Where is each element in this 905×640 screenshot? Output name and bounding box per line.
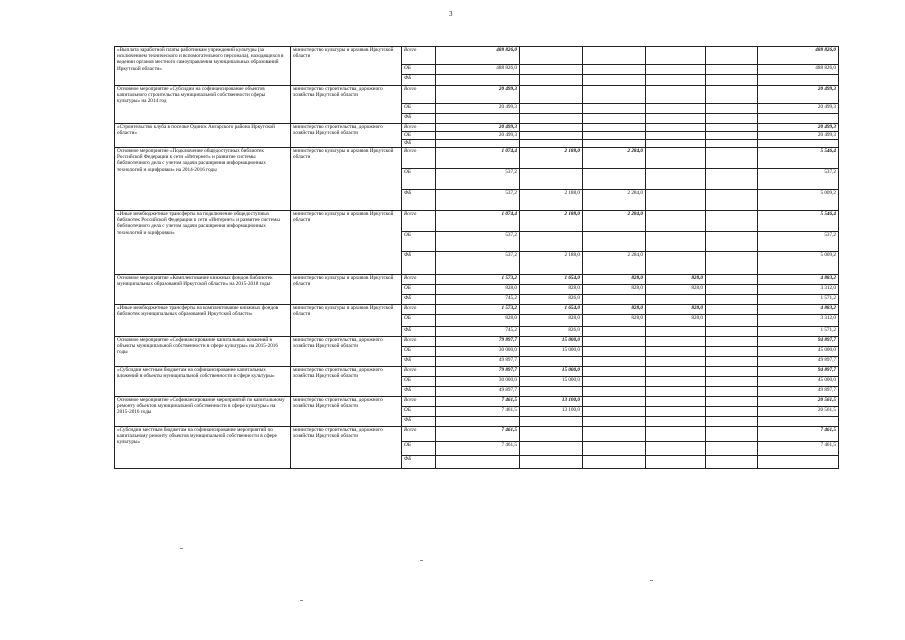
amount-total-cell: 3 312,0 bbox=[758, 315, 839, 327]
executor-name: министерство культуры и архивов Иркутской области bbox=[291, 148, 402, 211]
amount-year-cell: 828,0 bbox=[583, 305, 646, 315]
amount-year-cell bbox=[520, 417, 583, 427]
amount-year-cell bbox=[583, 104, 646, 114]
amount-year-cell bbox=[706, 285, 758, 295]
executor-name: министерство культуры и архивов Иркутской области bbox=[291, 275, 402, 305]
amount-year-cell: 7 461,5 bbox=[436, 442, 520, 456]
amount-year-cell bbox=[520, 232, 583, 252]
amount-year-cell: 2 188,0 bbox=[520, 252, 583, 275]
amount-year-cell bbox=[706, 337, 758, 347]
funding-source: Всего bbox=[402, 427, 436, 442]
amount-total-cell: 49 897,7 bbox=[758, 387, 839, 397]
amount-year-cell bbox=[706, 295, 758, 305]
amount-year-cell bbox=[583, 132, 646, 140]
amount-year-cell bbox=[583, 327, 646, 337]
amount-year-cell bbox=[583, 65, 646, 75]
amount-year-cell: 2 284,0 bbox=[583, 190, 646, 211]
table-row bbox=[115, 148, 839, 169]
amount-year-cell bbox=[646, 347, 706, 357]
amount-total-cell: 20 499,3 bbox=[758, 86, 839, 104]
amount-year-cell bbox=[706, 357, 758, 367]
amount-year-cell bbox=[646, 295, 706, 305]
measure-name: Основное мероприятие «Софинансирование мероприятий по капитальному ремонту объектов муниципальной собственности в сфере культуры» на 2015-2016 годы bbox=[115, 397, 291, 427]
amount-year-cell bbox=[706, 252, 758, 275]
amount-year-cell bbox=[706, 315, 758, 327]
amount-year-cell bbox=[646, 387, 706, 397]
amount-total-cell: 94 897,7 bbox=[758, 337, 839, 347]
amount-year-cell bbox=[520, 124, 583, 132]
amount-year-cell: 2 284,0 bbox=[583, 252, 646, 275]
funding-source: Всего bbox=[402, 47, 436, 65]
funding-source: Всего bbox=[402, 367, 436, 377]
amount-year-cell bbox=[646, 232, 706, 252]
amount-year-cell bbox=[520, 75, 583, 86]
amount-year-cell: 7 461,5 bbox=[436, 397, 520, 407]
amount-year-cell: 1 654,0 bbox=[520, 305, 583, 315]
funding-source: ФБ bbox=[402, 417, 436, 427]
table-row bbox=[115, 305, 839, 315]
funding-source: ОБ bbox=[402, 442, 436, 456]
funding-source: ФБ bbox=[402, 252, 436, 275]
amount-year-cell bbox=[706, 417, 758, 427]
amount-year-cell: 15 000,0 bbox=[520, 367, 583, 377]
funding-source: ОБ bbox=[402, 104, 436, 114]
scan-artifact bbox=[180, 548, 183, 549]
funding-source: ФБ bbox=[402, 114, 436, 124]
amount-year-cell bbox=[583, 47, 646, 65]
amount-total-cell: 1 571,2 bbox=[758, 327, 839, 337]
amount-total-cell: 94 897,7 bbox=[758, 367, 839, 377]
amount-year-cell bbox=[706, 169, 758, 190]
amount-year-cell: 20 499,3 bbox=[436, 132, 520, 140]
executor-name: министерство строительства, дорожного хозяйства Иркутской области bbox=[291, 124, 402, 148]
amount-year-cell: 15 000,0 bbox=[520, 347, 583, 357]
funding-source: ОБ bbox=[402, 132, 436, 140]
measure-name: «Субсидии местным бюджетам на софинансирование капитальных вложений в объекты муниципальной собственности в сфере культуры» bbox=[115, 367, 291, 397]
measure-name: «Иные межбюджетные трансферты на подключение общедоступных библиотек Российской Федерации к сети «Интернет» и развитие системы библиотечного дела с учетом задачи расширения информационных технологий и оцифровки» bbox=[115, 211, 291, 275]
amount-year-cell: 1 573,2 bbox=[436, 305, 520, 315]
amount-total-cell: 7 461,5 bbox=[758, 442, 839, 456]
amount-year-cell bbox=[646, 140, 706, 148]
measure-name: «Выплата заработной платы работникам учреждений культуры (за исключением технического и вспомогательного персонала), находящихся в ведении органов местного самоуправления муниципальных образований Иркутской области» bbox=[115, 47, 291, 86]
amount-year-cell bbox=[646, 427, 706, 442]
amount-year-cell bbox=[706, 75, 758, 86]
funding-source: ОБ bbox=[402, 65, 436, 75]
amount-year-cell bbox=[646, 86, 706, 104]
amount-total-cell bbox=[758, 140, 839, 148]
amount-year-cell bbox=[706, 148, 758, 169]
amount-year-cell bbox=[436, 417, 520, 427]
funding-source: ФБ bbox=[402, 190, 436, 211]
amount-year-cell bbox=[583, 169, 646, 190]
amount-year-cell: 79 897,7 bbox=[436, 337, 520, 347]
amount-year-cell: 1 074,4 bbox=[436, 211, 520, 232]
funding-source: ОБ bbox=[402, 232, 436, 252]
funding-source: Всего bbox=[402, 211, 436, 232]
amount-year-cell: 13 100,0 bbox=[520, 397, 583, 407]
amount-total-cell: 49 897,7 bbox=[758, 357, 839, 367]
amount-year-cell bbox=[646, 327, 706, 337]
amount-total-cell: 20 561,5 bbox=[758, 397, 839, 407]
amount-year-cell bbox=[646, 124, 706, 132]
amount-year-cell bbox=[646, 442, 706, 456]
amount-year-cell: 826,0 bbox=[520, 327, 583, 337]
table-row bbox=[115, 211, 839, 232]
funding-source: ФБ bbox=[402, 140, 436, 148]
executor-name: министерство строительства, дорожного хозяйства Иркутской области bbox=[291, 397, 402, 427]
amount-year-cell bbox=[520, 104, 583, 114]
amount-year-cell: 828,0 bbox=[646, 275, 706, 285]
amount-year-cell bbox=[646, 65, 706, 75]
amount-year-cell bbox=[706, 427, 758, 442]
amount-year-cell bbox=[520, 169, 583, 190]
funding-source: Всего bbox=[402, 305, 436, 315]
funding-source: Всего bbox=[402, 337, 436, 347]
amount-year-cell bbox=[706, 132, 758, 140]
amount-total-cell: 45 000,0 bbox=[758, 347, 839, 357]
measure-name: «Иные межбюджетные трансферты на комплектование книжных фондов библиотек муниципальных образований Иркутской области» bbox=[115, 305, 291, 337]
amount-total-cell: 7 461,5 bbox=[758, 427, 839, 442]
amount-year-cell bbox=[583, 442, 646, 456]
table-row bbox=[115, 337, 839, 347]
amount-year-cell bbox=[646, 190, 706, 211]
measure-name: Основное мероприятие «Комплектование книжных фондов библиотек муниципальных образований Иркутской области» на 2015-2018 годы bbox=[115, 275, 291, 305]
amount-year-cell bbox=[646, 367, 706, 377]
amount-year-cell bbox=[646, 377, 706, 387]
scan-artifact bbox=[650, 580, 653, 581]
amount-year-cell bbox=[583, 377, 646, 387]
amount-year-cell bbox=[583, 114, 646, 124]
amount-year-cell bbox=[583, 387, 646, 397]
table-row bbox=[115, 124, 839, 132]
amount-year-cell: 7 461,5 bbox=[436, 407, 520, 417]
funding-source: Всего bbox=[402, 124, 436, 132]
amount-year-cell bbox=[706, 190, 758, 211]
amount-year-cell: 537,2 bbox=[436, 169, 520, 190]
amount-year-cell: 2 284,0 bbox=[583, 211, 646, 232]
amount-year-cell bbox=[520, 140, 583, 148]
amount-year-cell bbox=[706, 377, 758, 387]
amount-year-cell: 13 100,0 bbox=[520, 407, 583, 417]
table-row bbox=[115, 367, 839, 377]
amount-year-cell bbox=[646, 148, 706, 169]
amount-total-cell: 5 009,2 bbox=[758, 190, 839, 211]
amount-year-cell bbox=[706, 456, 758, 469]
amount-year-cell: 828,0 bbox=[646, 285, 706, 295]
executor-name: министерство строительства, дорожного хозяйства Иркутской области bbox=[291, 337, 402, 367]
executor-name: министерство строительства, дорожного хозяйства Иркутской области bbox=[291, 367, 402, 397]
amount-year-cell bbox=[583, 367, 646, 377]
amount-year-cell bbox=[646, 397, 706, 407]
amount-year-cell bbox=[583, 427, 646, 442]
amount-total-cell: 488 826,0 bbox=[758, 65, 839, 75]
amount-total-cell: 537,2 bbox=[758, 232, 839, 252]
amount-year-cell bbox=[646, 75, 706, 86]
amount-year-cell: 79 897,7 bbox=[436, 367, 520, 377]
measure-name: Основное мероприятие «Субсидии на софинансирование объектов капитального строительства муниципальной собственности сферы культуры» на 2014 год bbox=[115, 86, 291, 124]
amount-year-cell: 1 573,2 bbox=[436, 275, 520, 285]
amount-year-cell bbox=[436, 114, 520, 124]
amount-year-cell bbox=[706, 47, 758, 65]
amount-year-cell: 7 461,5 bbox=[436, 427, 520, 442]
amount-year-cell bbox=[646, 132, 706, 140]
funding-source: ФБ bbox=[402, 295, 436, 305]
funding-source: ОБ bbox=[402, 315, 436, 327]
amount-year-cell bbox=[583, 417, 646, 427]
funding-source: ФБ bbox=[402, 75, 436, 86]
table-row bbox=[115, 86, 839, 104]
amount-year-cell bbox=[706, 367, 758, 377]
amount-total-cell: 20 499,3 bbox=[758, 124, 839, 132]
amount-year-cell bbox=[520, 86, 583, 104]
amount-year-cell: 537,2 bbox=[436, 190, 520, 211]
amount-total-cell: 20 561,5 bbox=[758, 407, 839, 417]
funding-source: ФБ bbox=[402, 387, 436, 397]
amount-year-cell bbox=[436, 140, 520, 148]
amount-year-cell bbox=[583, 140, 646, 148]
amount-year-cell: 537,2 bbox=[436, 232, 520, 252]
amount-year-cell bbox=[583, 456, 646, 469]
amount-total-cell: 537,2 bbox=[758, 169, 839, 190]
amount-year-cell: 20 499,3 bbox=[436, 104, 520, 114]
amount-year-cell bbox=[706, 211, 758, 232]
measure-name: «Строительство клуба в поселке Одинск Ангарского района Иркутской области» bbox=[115, 124, 291, 148]
amount-year-cell bbox=[520, 114, 583, 124]
funding-source: ОБ bbox=[402, 347, 436, 357]
amount-total-cell: 5 546,4 bbox=[758, 211, 839, 232]
amount-year-cell bbox=[706, 232, 758, 252]
amount-year-cell: 828,0 bbox=[520, 285, 583, 295]
amount-total-cell bbox=[758, 114, 839, 124]
measure-name: Основное мероприятие «Софинансирование капитальных вложений в объекты муниципальной собственности в сфере культуры» на 2015-2016 годы bbox=[115, 337, 291, 367]
amount-year-cell bbox=[646, 417, 706, 427]
budget-table bbox=[114, 46, 839, 469]
amount-year-cell: 15 000,0 bbox=[520, 337, 583, 347]
page-number: 3 bbox=[449, 10, 453, 18]
amount-year-cell bbox=[706, 104, 758, 114]
amount-year-cell bbox=[520, 65, 583, 75]
executor-name: министерство строительства, дорожного хозяйства Иркутской области bbox=[291, 86, 402, 124]
funding-source: ОБ bbox=[402, 407, 436, 417]
executor-name: министерство культуры и архивов Иркутской области bbox=[291, 305, 402, 337]
funding-source: ФБ bbox=[402, 456, 436, 469]
amount-year-cell bbox=[583, 75, 646, 86]
amount-year-cell bbox=[583, 407, 646, 417]
funding-source: ФБ bbox=[402, 327, 436, 337]
amount-year-cell bbox=[436, 75, 520, 86]
amount-year-cell bbox=[706, 347, 758, 357]
amount-year-cell bbox=[583, 295, 646, 305]
amount-year-cell: 1 074,4 bbox=[436, 148, 520, 169]
amount-year-cell: 49 897,7 bbox=[436, 387, 520, 397]
amount-year-cell bbox=[706, 327, 758, 337]
funding-source: Всего bbox=[402, 397, 436, 407]
funding-source: ОБ bbox=[402, 377, 436, 387]
scan-artifact bbox=[300, 600, 303, 601]
amount-year-cell: 488 826,0 bbox=[436, 47, 520, 65]
amount-total-cell: 3 312,0 bbox=[758, 285, 839, 295]
amount-year-cell bbox=[706, 275, 758, 285]
amount-year-cell: 745,2 bbox=[436, 327, 520, 337]
amount-year-cell bbox=[706, 305, 758, 315]
amount-year-cell: 20 499,3 bbox=[436, 124, 520, 132]
amount-year-cell bbox=[520, 357, 583, 367]
amount-year-cell bbox=[520, 427, 583, 442]
amount-total-cell bbox=[758, 75, 839, 86]
amount-total-cell: 1 571,2 bbox=[758, 295, 839, 305]
amount-year-cell bbox=[646, 252, 706, 275]
amount-year-cell bbox=[583, 397, 646, 407]
measure-name: «Субсидии местным бюджетам на софинансирование мероприятий по капитальному ремонту объектов муниципальной собственности в сфере культуры» bbox=[115, 427, 291, 469]
funding-source: ОБ bbox=[402, 169, 436, 190]
amount-year-cell: 15 000,0 bbox=[520, 377, 583, 387]
amount-year-cell bbox=[520, 47, 583, 65]
amount-year-cell bbox=[646, 456, 706, 469]
scan-artifact bbox=[420, 560, 423, 561]
amount-year-cell bbox=[706, 442, 758, 456]
amount-year-cell: 828,0 bbox=[646, 315, 706, 327]
amount-year-cell bbox=[583, 86, 646, 104]
amount-total-cell: 45 000,0 bbox=[758, 377, 839, 387]
amount-year-cell bbox=[436, 456, 520, 469]
amount-total-cell: 20 499,3 bbox=[758, 104, 839, 114]
table-row bbox=[115, 47, 839, 65]
amount-year-cell: 828,0 bbox=[436, 315, 520, 327]
amount-year-cell bbox=[706, 397, 758, 407]
measure-name: Основное мероприятие «Подключение общедоступных библиотек Российской Федерации к сети «Интернет» и развитие системы библиотечного дела с учетом задачи расширения информационных технологий и оцифровки» на 2014-2016 годы bbox=[115, 148, 291, 211]
funding-source: Всего bbox=[402, 275, 436, 285]
amount-year-cell bbox=[520, 456, 583, 469]
amount-year-cell bbox=[706, 86, 758, 104]
amount-year-cell: 2 188,0 bbox=[520, 211, 583, 232]
amount-year-cell: 745,2 bbox=[436, 295, 520, 305]
amount-year-cell: 828,0 bbox=[583, 275, 646, 285]
amount-year-cell: 30 000,0 bbox=[436, 377, 520, 387]
amount-year-cell bbox=[706, 140, 758, 148]
amount-year-cell bbox=[646, 211, 706, 232]
executor-name: министерство строительства, дорожного хозяйства Иркутской области bbox=[291, 427, 402, 469]
amount-total-cell: 5 546,4 bbox=[758, 148, 839, 169]
amount-year-cell bbox=[646, 169, 706, 190]
amount-year-cell bbox=[646, 114, 706, 124]
amount-total-cell: 4 883,2 bbox=[758, 305, 839, 315]
budget-table-body bbox=[115, 47, 839, 469]
amount-year-cell: 2 188,0 bbox=[520, 190, 583, 211]
amount-year-cell bbox=[646, 104, 706, 114]
amount-year-cell bbox=[646, 337, 706, 347]
amount-year-cell bbox=[706, 65, 758, 75]
amount-year-cell: 826,0 bbox=[520, 295, 583, 305]
amount-year-cell: 828,0 bbox=[436, 285, 520, 295]
amount-year-cell: 828,0 bbox=[520, 315, 583, 327]
amount-total-cell: 5 009,2 bbox=[758, 252, 839, 275]
amount-year-cell bbox=[646, 407, 706, 417]
amount-year-cell bbox=[706, 407, 758, 417]
amount-year-cell: 828,0 bbox=[646, 305, 706, 315]
executor-name: министерство культуры и архивов Иркутской области bbox=[291, 47, 402, 86]
amount-year-cell: 30 000,0 bbox=[436, 347, 520, 357]
amount-year-cell: 488 826,0 bbox=[436, 65, 520, 75]
amount-year-cell: 20 499,3 bbox=[436, 86, 520, 104]
amount-year-cell bbox=[583, 124, 646, 132]
amount-year-cell: 49 897,7 bbox=[436, 357, 520, 367]
amount-year-cell: 2 188,0 bbox=[520, 148, 583, 169]
funding-source: Всего bbox=[402, 86, 436, 104]
amount-total-cell: 20 499,3 bbox=[758, 132, 839, 140]
amount-total-cell: 488 826,0 bbox=[758, 47, 839, 65]
amount-year-cell: 537,2 bbox=[436, 252, 520, 275]
amount-year-cell bbox=[646, 357, 706, 367]
amount-year-cell: 828,0 bbox=[583, 285, 646, 295]
amount-year-cell bbox=[706, 114, 758, 124]
amount-year-cell bbox=[520, 442, 583, 456]
amount-year-cell: 2 284,0 bbox=[583, 148, 646, 169]
amount-year-cell bbox=[583, 347, 646, 357]
amount-year-cell bbox=[583, 337, 646, 347]
amount-year-cell: 828,0 bbox=[583, 315, 646, 327]
funding-source: ФБ bbox=[402, 357, 436, 367]
amount-year-cell bbox=[706, 387, 758, 397]
amount-total-cell bbox=[758, 456, 839, 469]
amount-total-cell: 4 883,2 bbox=[758, 275, 839, 285]
amount-year-cell bbox=[583, 232, 646, 252]
table-row bbox=[115, 427, 839, 442]
amount-year-cell bbox=[646, 47, 706, 65]
amount-total-cell bbox=[758, 417, 839, 427]
table-row bbox=[115, 397, 839, 407]
funding-source: Всего bbox=[402, 148, 436, 169]
amount-year-cell: 1 654,0 bbox=[520, 275, 583, 285]
amount-year-cell bbox=[706, 124, 758, 132]
amount-year-cell bbox=[520, 132, 583, 140]
amount-year-cell bbox=[520, 387, 583, 397]
funding-source: ОБ bbox=[402, 285, 436, 295]
amount-year-cell bbox=[583, 357, 646, 367]
executor-name: министерство культуры и архивов Иркутской области bbox=[291, 211, 402, 275]
table-row bbox=[115, 275, 839, 285]
